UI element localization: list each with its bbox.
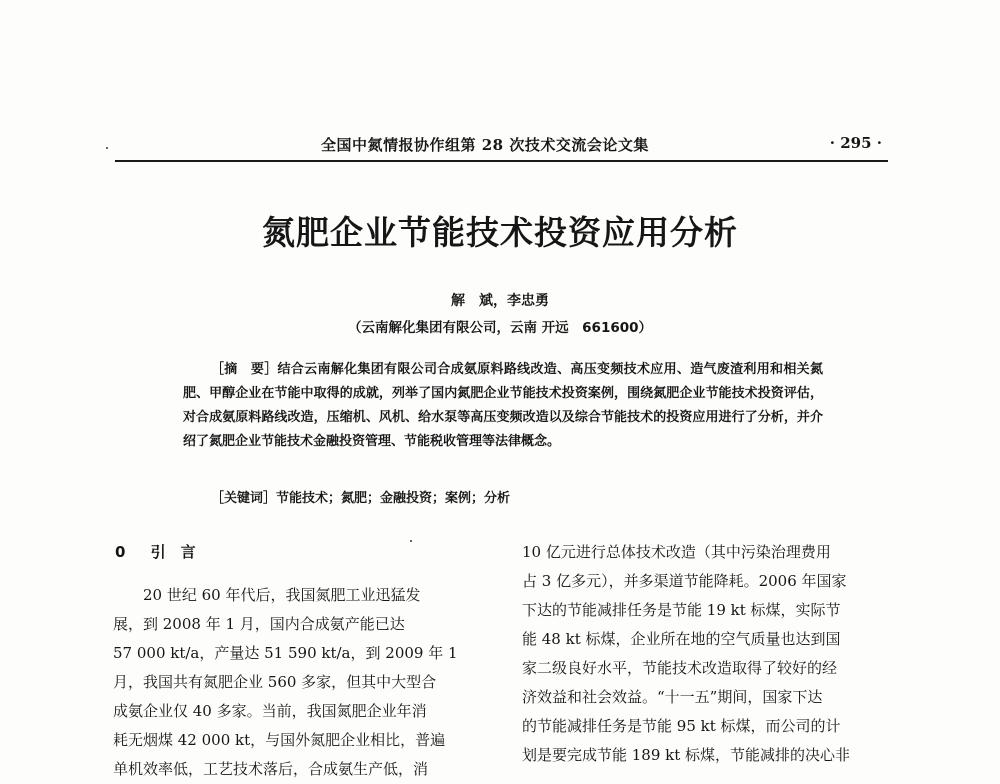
body-line: 耗无烟煤 42 000 kt，与国外氮肥企业相比，普遍 xyxy=(113,731,446,749)
abstract: ［摘 要］结合云南解化集团有限公司合成氨原料路线改造、高压变频技术应用、造气废渣利用和相关氮肥、甲醇企业在节能中取得的成就，列举了国内氮肥企业节能技术投资案例，围绕氮肥企业节能技术投资评估，对合成氨原料路线改造，压缩机、风机、给水泵等高压变频改造以及综合节能技术的投资应用进行了分析，并介绍了氮肥企业节能技术金融投资管理、节能税收管理等法律概念。 xyxy=(183,362,823,449)
body-line: 下达的节能减排任务是节能 19 kt 标煤，实际节 xyxy=(522,601,841,619)
page-number: · 295 · xyxy=(829,134,882,152)
affiliation: （云南解化集团有限公司，云南 开远 661600） xyxy=(347,320,653,336)
body-line: 能 48 kt 标煤，企业所在地的空气质量也达到国 xyxy=(522,630,841,648)
body-line: 家二级良好水平，节能技术改造取得了较好的经 xyxy=(522,659,838,677)
scan-speck xyxy=(106,147,108,149)
keywords: ［关键词］节能技术；氮肥；金融投资；案例；分析 xyxy=(211,491,511,506)
paper-title: 氮肥企业节能技术投资应用分析 xyxy=(262,213,738,252)
authors: 解 斌，李忠勇 xyxy=(451,293,549,309)
section-heading xyxy=(115,541,196,562)
journal-title: 全国中氮情报协作组第 28 次技术交流会论文集 xyxy=(321,136,649,154)
body-line: 月，我国共有氮肥企业 560 多家，但其中大型合 xyxy=(113,673,437,691)
body-line: 划是要完成节能 189 kt 标煤，节能减排的决心非 xyxy=(522,746,851,764)
body-line: 成氨企业仅 40 多家。当前，我国氮肥企业年消 xyxy=(113,702,427,720)
running-header xyxy=(115,134,888,160)
body-line: 占 3 亿多元），并多渠道节能降耗。2006 年国家 xyxy=(522,572,847,590)
section-title: 引 言 xyxy=(150,543,196,561)
body-line: 57 000 kt/a，产量达 51 590 kt/a，到 2009 年 1 xyxy=(113,644,458,662)
section-number: 0 xyxy=(115,543,126,561)
left-column xyxy=(113,581,487,784)
right-column xyxy=(522,538,894,770)
body-line: 展，到 2008 年 1 月，国内合成氨产能已达 xyxy=(113,615,405,633)
header-rule xyxy=(115,160,888,162)
body-line: 济效益和社会效益。“十一五”期间，国家下达 xyxy=(522,688,823,706)
body-line: 单机效率低，工艺技术落后，合成氨生产低，消 xyxy=(113,760,429,778)
scan-speck xyxy=(410,540,412,542)
body-line: 10 亿元进行总体技术改造（其中污染治理费用 xyxy=(522,543,831,561)
body-line: 20 世纪 60 年代后，我国氮肥工业迅猛发 xyxy=(113,586,421,604)
body-line: 的节能减排任务是节能 95 kt 标煤，而公司的计 xyxy=(522,717,841,735)
